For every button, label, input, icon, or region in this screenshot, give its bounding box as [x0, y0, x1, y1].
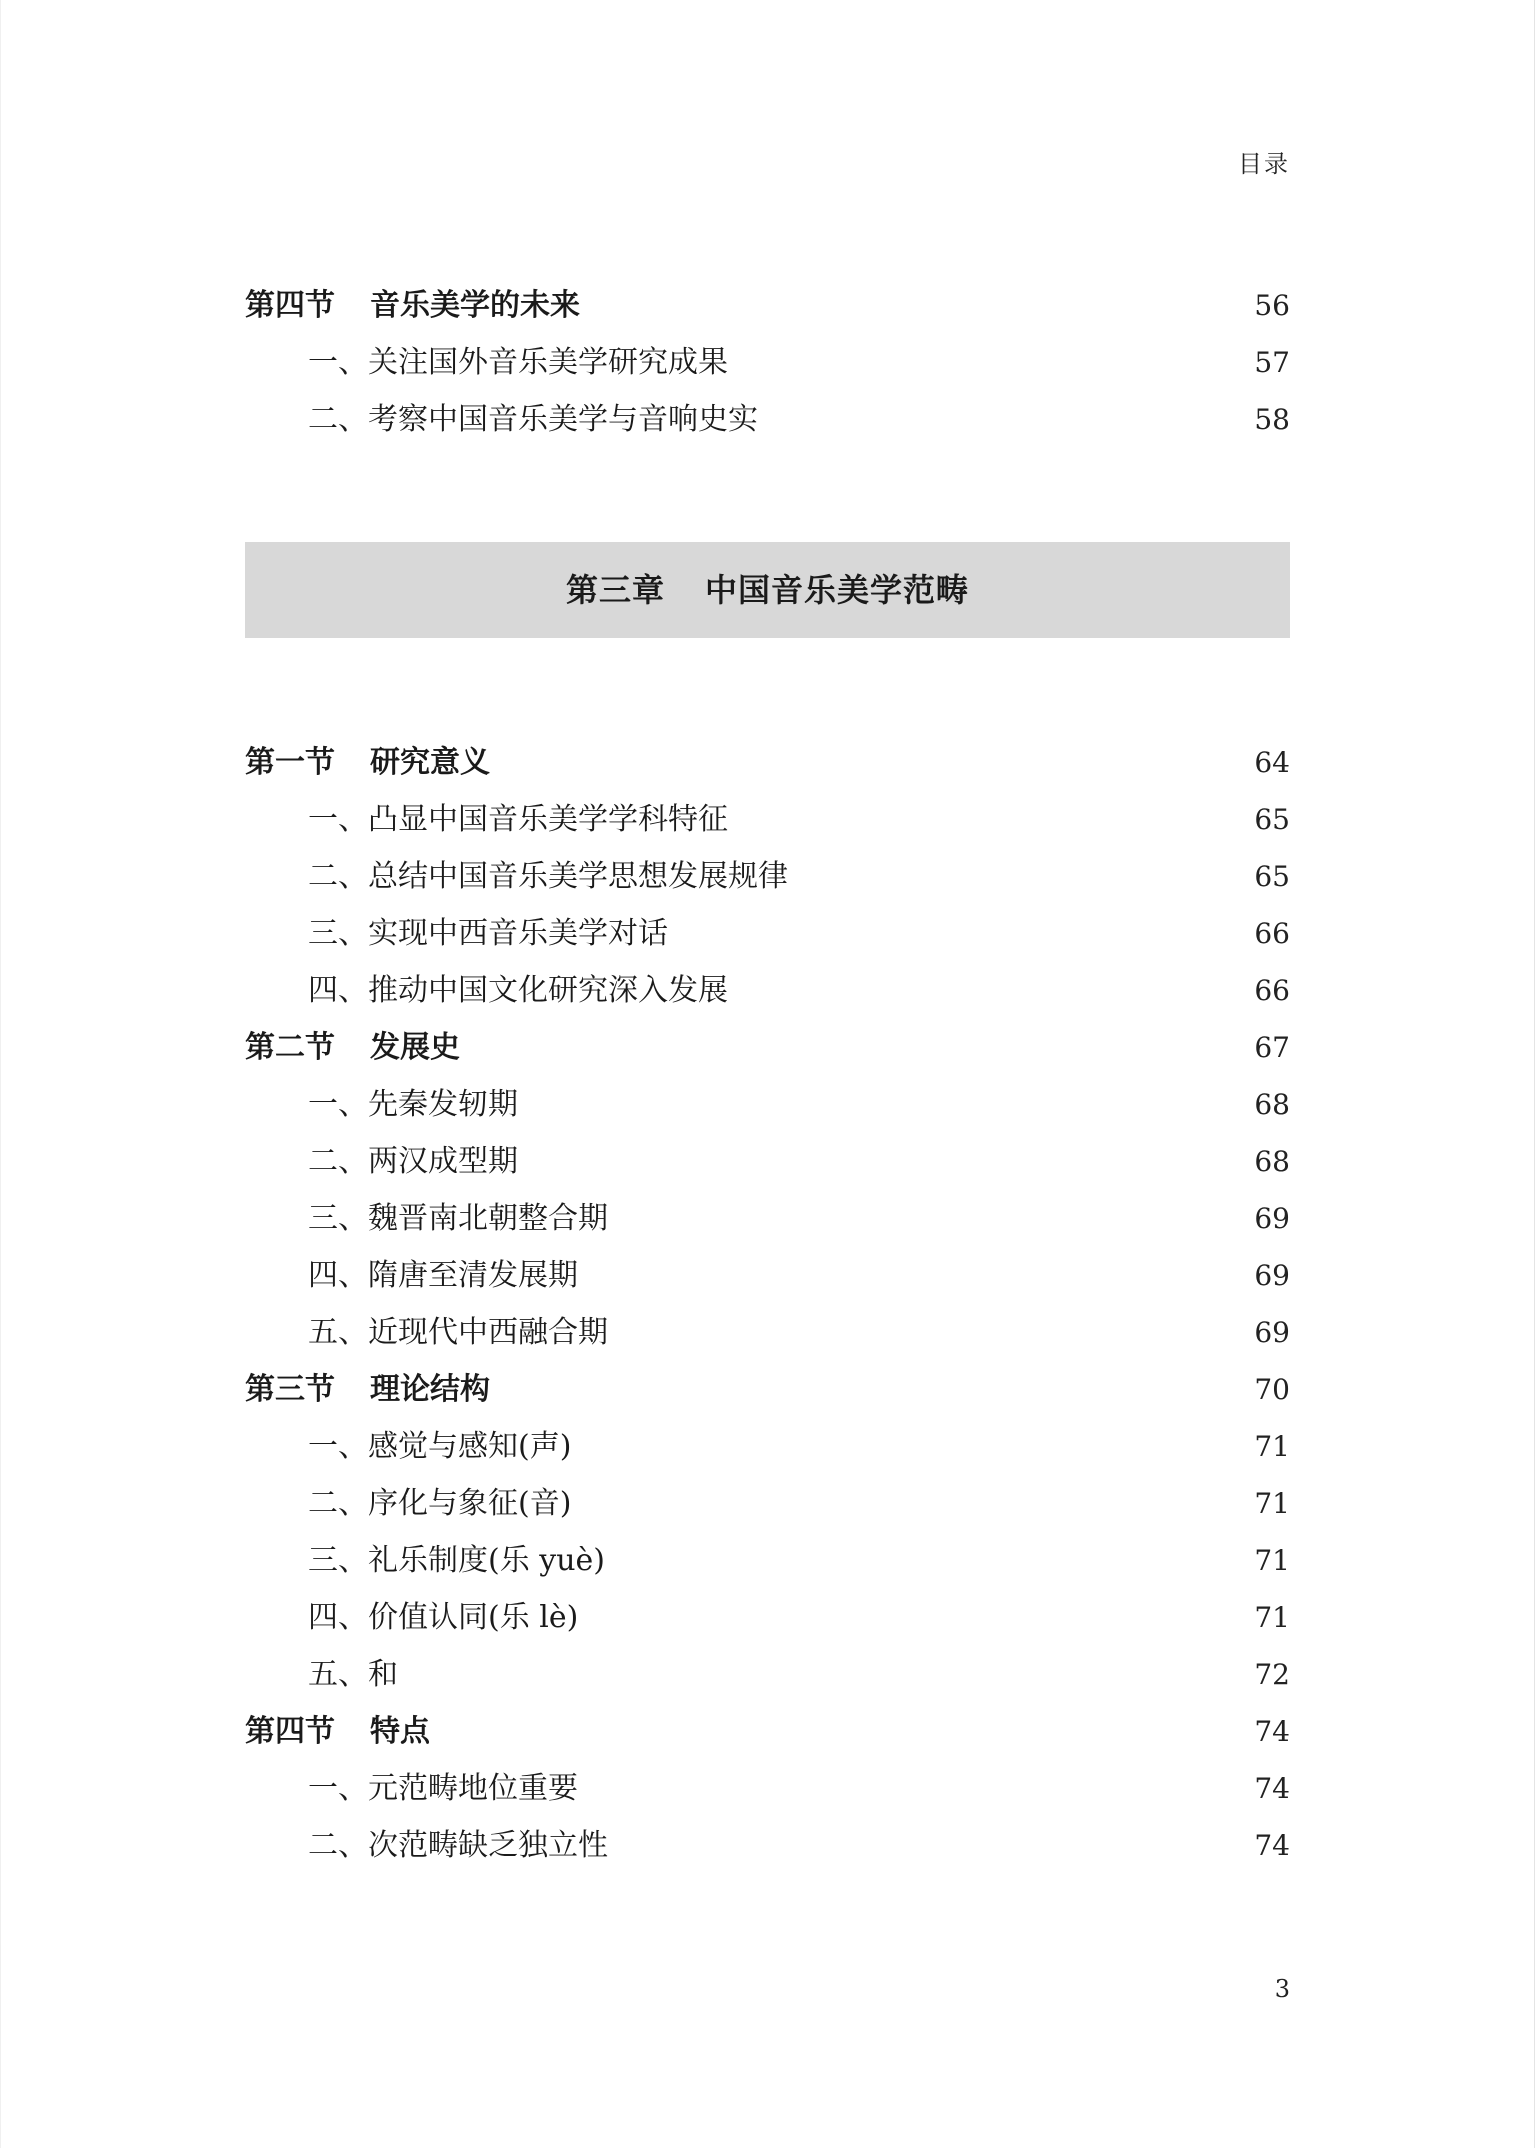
section-number: 第四节 [245, 288, 335, 323]
item-page: 74 [1254, 1829, 1290, 1862]
section-title: 音乐美学的未来 [370, 288, 580, 323]
toc-section-entry[interactable] [245, 1361, 1290, 1418]
chapter-number: 第三章 [565, 571, 665, 609]
toc-item-entry[interactable] [245, 905, 1290, 962]
toc-block-chapter [245, 734, 1290, 1874]
item-page: 68 [1254, 1145, 1290, 1178]
section-page: 74 [1254, 1715, 1290, 1748]
item-page: 65 [1254, 803, 1290, 836]
toc-item-entry[interactable] [245, 1190, 1290, 1247]
item-label: 二、两汉成型期 [308, 1144, 518, 1179]
toc-item-entry[interactable] [245, 391, 1290, 448]
toc-item-entry[interactable] [245, 1076, 1290, 1133]
toc-item-entry[interactable] [245, 1475, 1290, 1532]
toc-item-entry[interactable] [245, 1418, 1290, 1475]
toc-section-entry[interactable] [245, 277, 1290, 334]
item-page: 72 [1254, 1658, 1290, 1691]
item-label: 一、先秦发轫期 [308, 1087, 518, 1122]
section-title: 理论结构 [370, 1372, 490, 1407]
toc-item-entry[interactable] [245, 1646, 1290, 1703]
chapter-title: 中国音乐美学范畴 [705, 571, 970, 609]
item-label: 二、序化与象征(音) [308, 1486, 572, 1521]
section-page: 67 [1254, 1031, 1290, 1064]
item-page: 69 [1254, 1202, 1290, 1235]
toc-item-entry[interactable] [245, 334, 1290, 391]
section-title: 发展史 [370, 1030, 460, 1065]
toc-section-entry[interactable] [245, 734, 1290, 791]
section-number: 第二节 [245, 1030, 335, 1065]
item-label: 四、价值认同(乐 lè) [308, 1600, 579, 1635]
running-head: 目录 [1238, 150, 1290, 178]
section-page: 70 [1254, 1373, 1290, 1406]
item-page: 65 [1254, 860, 1290, 893]
section-number: 第三节 [245, 1372, 335, 1407]
toc-item-entry[interactable] [245, 848, 1290, 905]
toc-section-entry[interactable] [245, 1019, 1290, 1076]
section-title: 特点 [370, 1714, 430, 1749]
item-page: 66 [1254, 974, 1290, 1007]
section-number: 第一节 [245, 745, 335, 780]
section-page: 64 [1254, 746, 1290, 779]
toc-item-entry[interactable] [245, 1304, 1290, 1361]
item-page: 71 [1254, 1487, 1290, 1520]
page-number: 3 [1274, 1975, 1290, 2003]
item-label: 四、隋唐至清发展期 [308, 1258, 578, 1293]
item-page: 69 [1254, 1259, 1290, 1292]
toc-item-entry[interactable] [245, 1133, 1290, 1190]
item-label: 二、次范畴缺乏独立性 [308, 1828, 608, 1863]
item-label: 一、关注国外音乐美学研究成果 [308, 345, 728, 380]
item-label: 二、考察中国音乐美学与音响史实 [308, 402, 758, 437]
toc-item-entry[interactable] [245, 1760, 1290, 1817]
item-label: 五、近现代中西融合期 [308, 1315, 608, 1350]
section-page: 56 [1254, 289, 1290, 322]
toc-item-entry[interactable] [245, 1247, 1290, 1304]
item-label: 三、礼乐制度(乐 yuè) [308, 1543, 605, 1578]
item-page: 71 [1254, 1544, 1290, 1577]
section-number: 第四节 [245, 1714, 335, 1749]
item-label: 三、魏晋南北朝整合期 [308, 1201, 608, 1236]
toc-item-entry[interactable] [245, 1532, 1290, 1589]
toc-item-entry[interactable] [245, 1589, 1290, 1646]
item-page: 69 [1254, 1316, 1290, 1349]
toc-item-entry[interactable] [245, 791, 1290, 848]
toc-item-entry[interactable] [245, 1817, 1290, 1874]
item-page: 71 [1254, 1430, 1290, 1463]
section-title: 研究意义 [370, 745, 490, 780]
item-page: 74 [1254, 1772, 1290, 1805]
item-label: 一、感觉与感知(声) [308, 1429, 572, 1464]
toc-item-entry[interactable] [245, 962, 1290, 1019]
toc-section-entry[interactable] [245, 1703, 1290, 1760]
item-page: 66 [1254, 917, 1290, 950]
item-page: 57 [1254, 346, 1290, 379]
toc-block-top [245, 277, 1290, 448]
item-label: 一、元范畴地位重要 [308, 1771, 578, 1806]
chapter-heading[interactable] [245, 542, 1290, 638]
item-label: 一、凸显中国音乐美学学科特征 [308, 802, 728, 837]
item-page: 71 [1254, 1601, 1290, 1634]
item-label: 二、总结中国音乐美学思想发展规律 [308, 859, 788, 894]
item-label: 三、实现中西音乐美学对话 [308, 916, 668, 951]
item-page: 68 [1254, 1088, 1290, 1121]
item-label: 四、推动中国文化研究深入发展 [308, 973, 728, 1008]
item-page: 58 [1254, 403, 1290, 436]
item-label: 五、和 [308, 1657, 398, 1692]
